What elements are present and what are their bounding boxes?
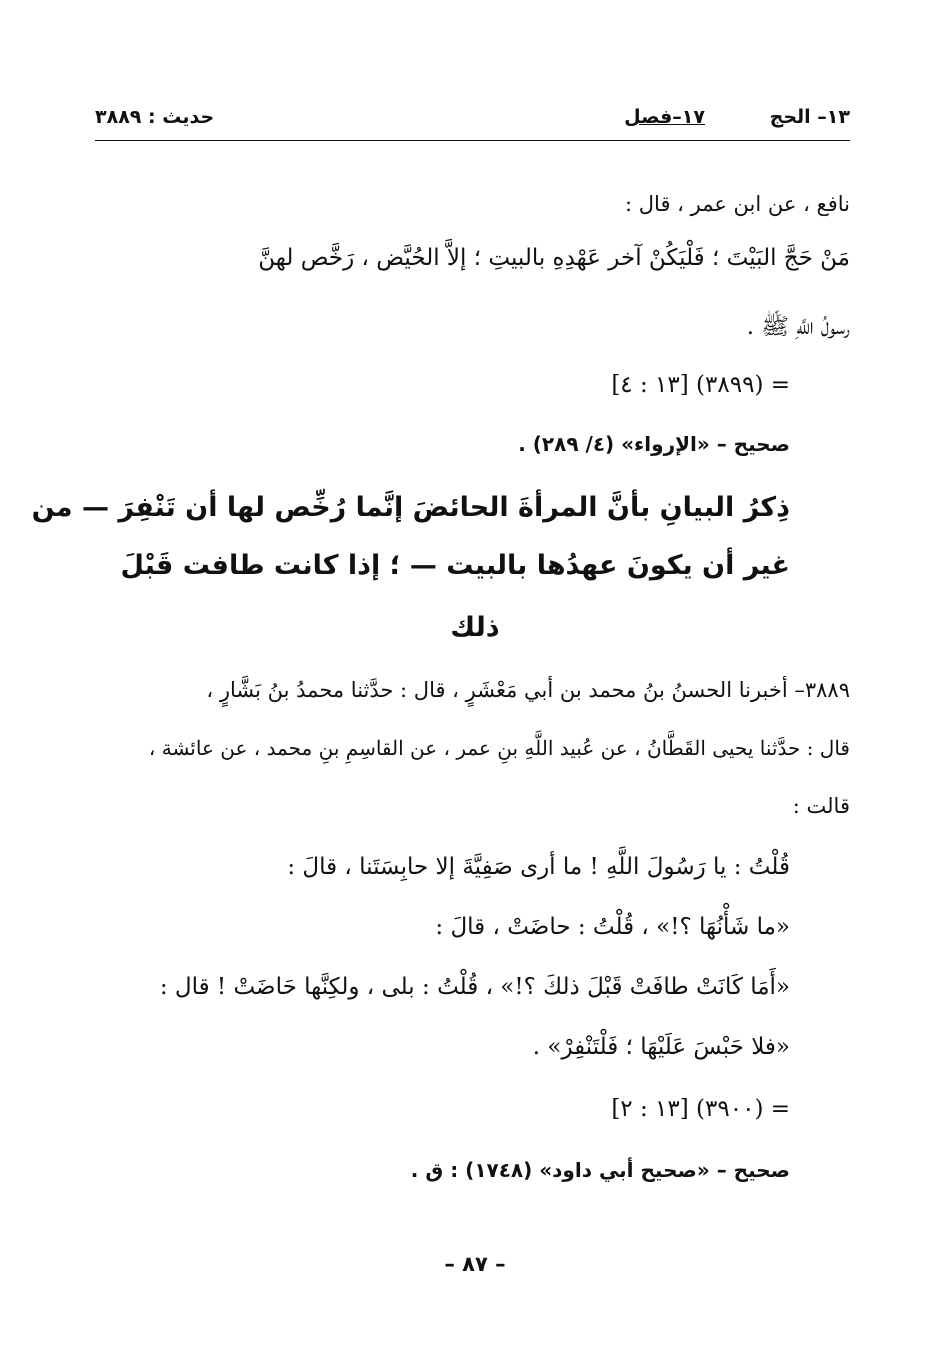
matn-line: قُلْتُ : يا رَسُولَ اللَّهِ ! ما أرى صَفِيَّةَ إلا حابِسَتَنا ، قالَ : (287, 854, 790, 880)
matn-line: «فلا حَبْسَ عَلَيْهَا ؛ فَلْتَنْفِرْ» . (532, 1034, 790, 1060)
matn-line: «ما شَأْنُهَا ؟!» ، قُلْتُ : حاضَتْ ، قالَ : (435, 914, 790, 940)
chapter-title-line: ذِكرُ البيانِ بأنَّ المرأةَ الحائضَ إنَّما رُخِّص لها أن تَنْفِرَ — من (31, 492, 790, 523)
cross-reference: = (٣٨٩٩) [١٣ : ٤] (611, 372, 790, 398)
matn-line: «أَمَا كَانَتْ طافَتْ قَبْلَ ذلكَ ؟!» ، قُلْتُ : بلى ، ولكِنَّها حَاضَتْ ! قال : (159, 974, 790, 1000)
hadith-isnad-line: ٣٨٨٩– أخبرنا الحسنُ بنُ محمد بن أبي مَعْشَرٍ ، قال : حدَّثنا محمدُ بنُ بَشَّارٍ ، (206, 678, 850, 702)
hadith-grade: صحيح – «صحيح أبي داود» (١٧٤٨) : ق . (410, 1158, 790, 1182)
header-hadith-number: حديث : ٣٨٨٩ (95, 106, 215, 128)
hadith-isnad-line: قالت : (792, 794, 850, 818)
hadith-isnad-line: قال : حدَّثنا يحيى القَطَّانُ ، عن عُبيد اللَّهِ بنِ عمر ، عن القاسِمِ بنِ محمد ، عن عائشة ، (148, 736, 850, 760)
matn-line: مَنْ حَجَّ البَيْتَ ؛ فَلْيَكُنْ آخر عَهْدِهِ بالبيتِ ؛ إلاَّ الحُيَّض ، رَخَّص لهنَّ (258, 245, 850, 271)
chapter-title-line: ذلك (450, 612, 500, 643)
header-section: ١٧–فصل (624, 106, 705, 128)
hadith-grade: صحيح – «الإرواء» (٤/ ٢٨٩) . (518, 432, 790, 456)
isnad-end: نافع ، عن ابن عمر ، قال : (625, 192, 850, 216)
matn-line: رسولُ اللَّهِ ﷺ . (746, 314, 850, 340)
cross-reference: = (٣٩٠٠) [١٣ : ٢] (611, 1096, 790, 1122)
page-number: – ٨٧ – (444, 1252, 506, 1276)
header-chapter: ١٣– الحج (769, 106, 850, 128)
running-header (95, 100, 850, 141)
chapter-title-line: غير أن يكونَ عهدُها بالبيت — ؛ إذا كانت طافت قَبْلَ (120, 550, 790, 581)
